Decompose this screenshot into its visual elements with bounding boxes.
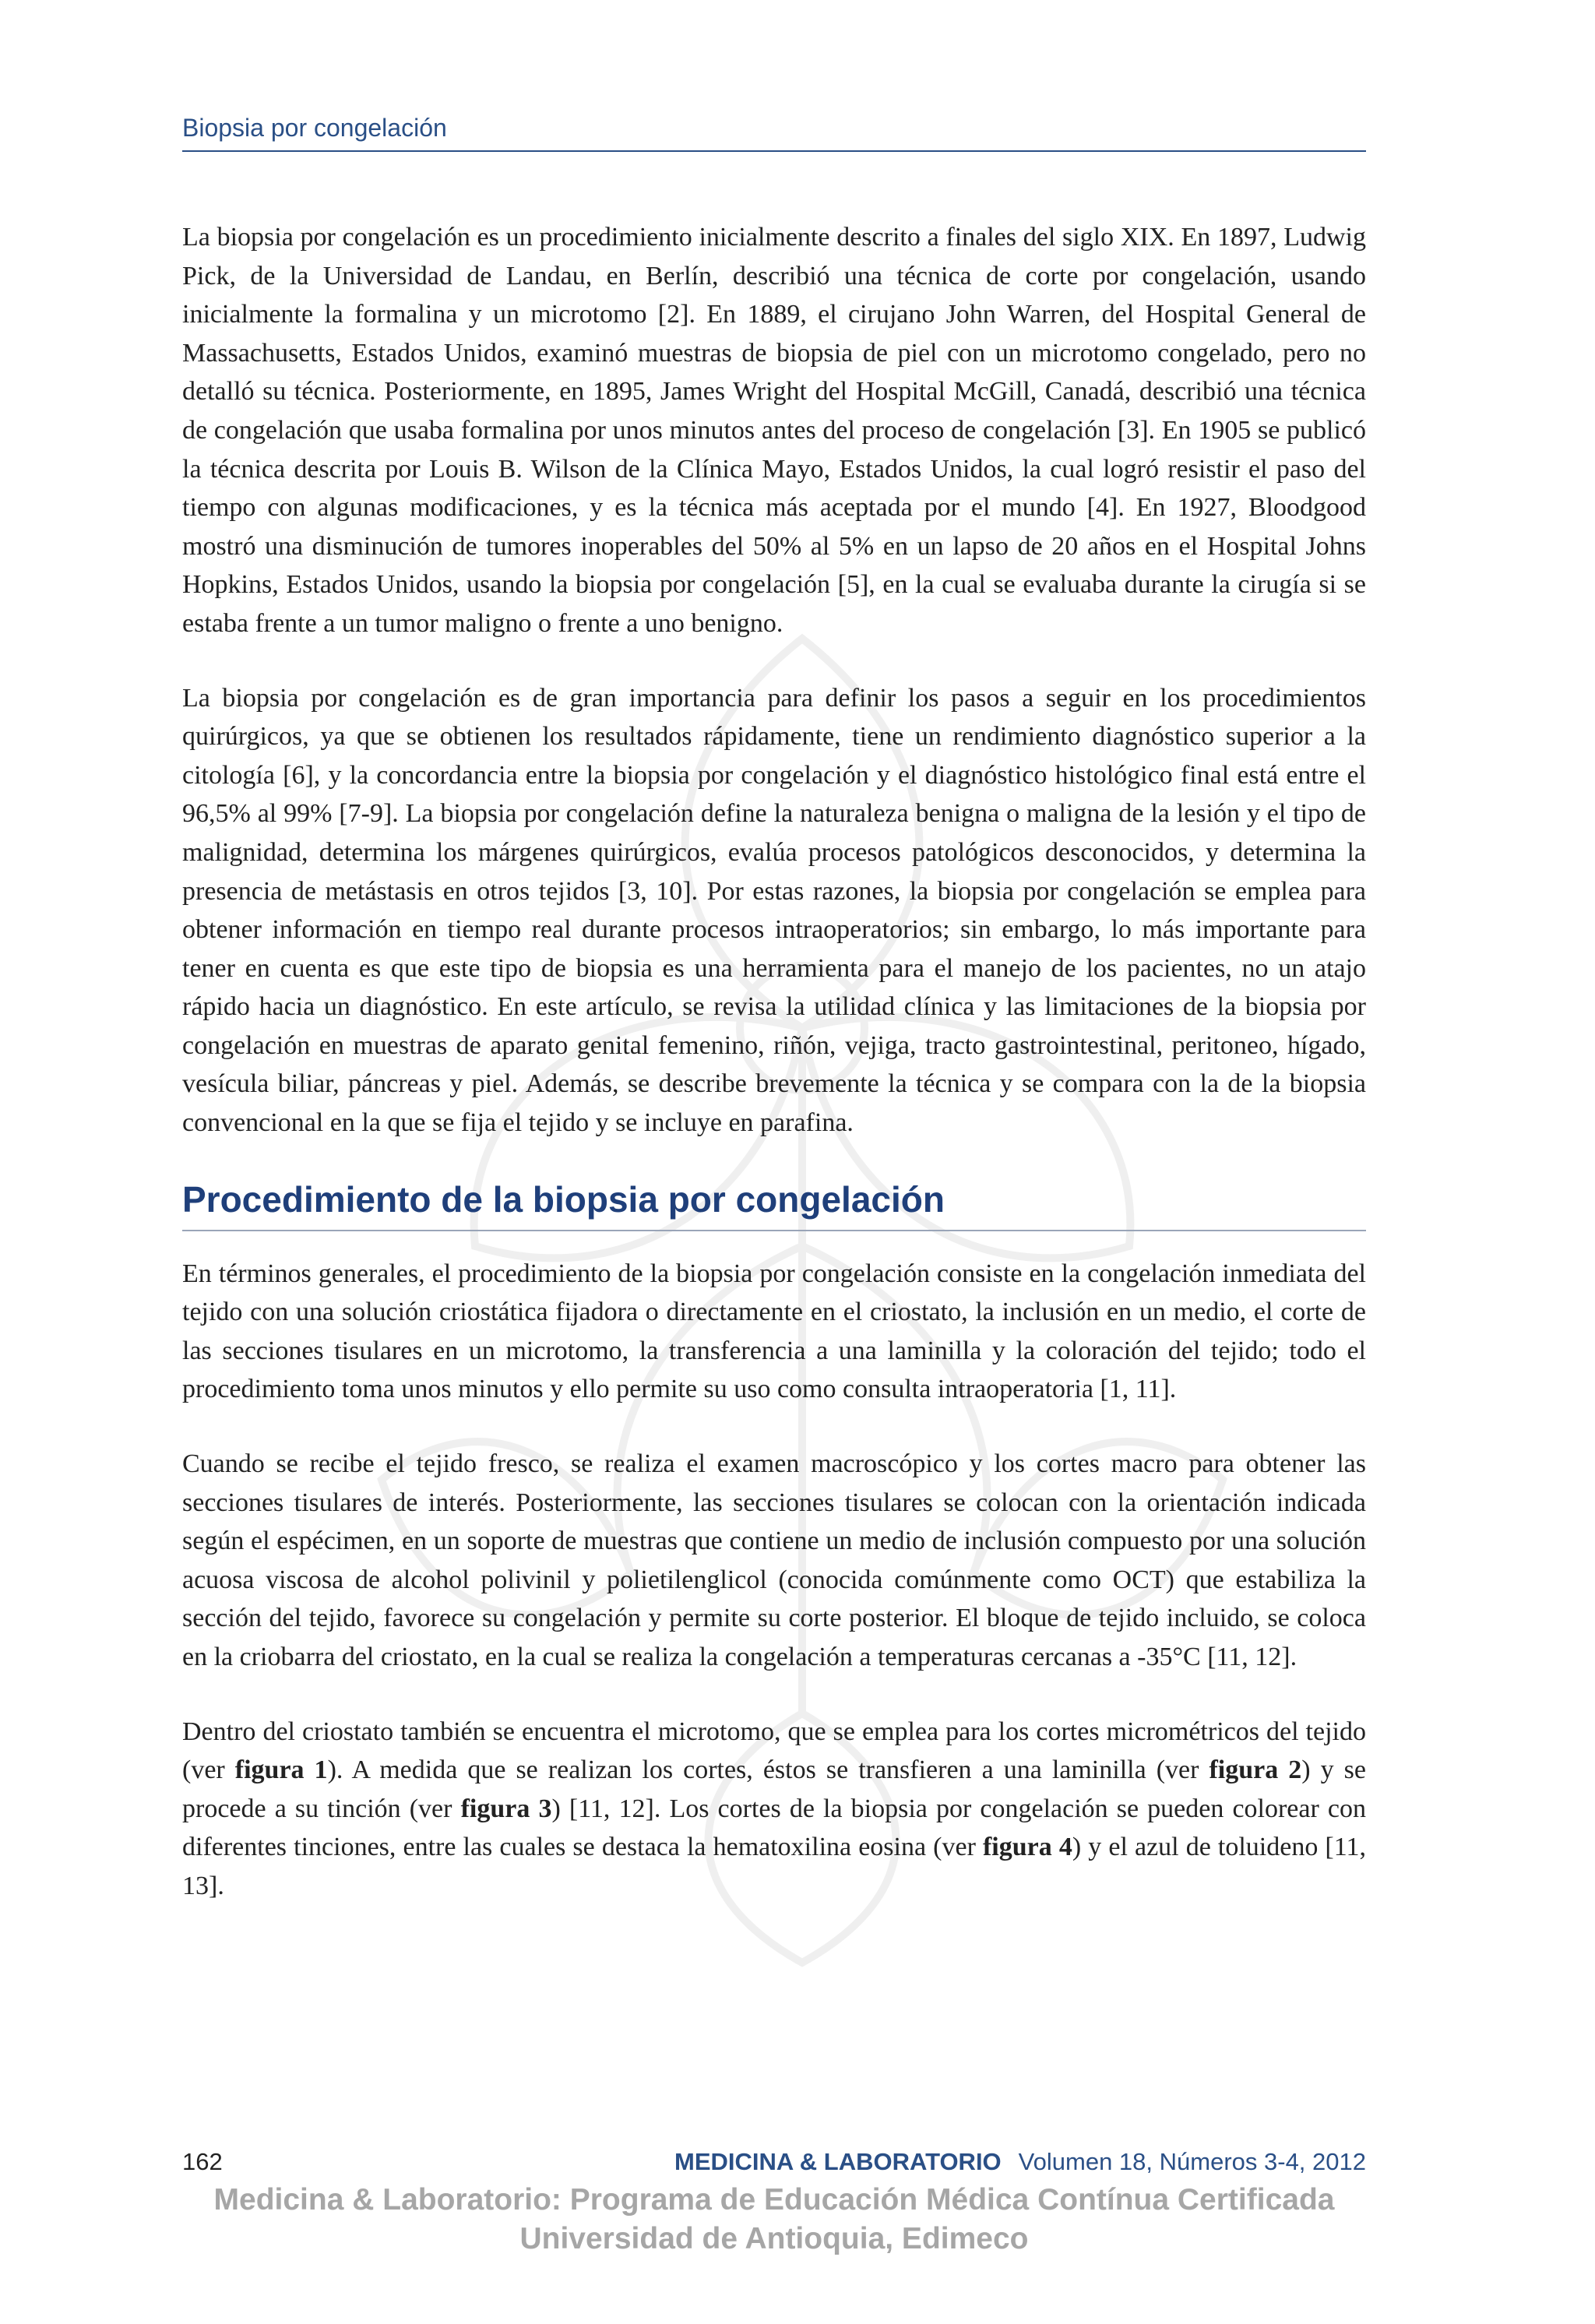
program-line-1: Medicina & Laboratorio: Programa de Educación Médica Contínua Certificada bbox=[213, 2183, 1335, 2217]
body-paragraph: En términos generales, el procedimiento de la biopsia por congelación consiste en la congelación inmediata del tejido con una solución criostática fijadora o directamente en el criostato, la inclusión en un medio, el corte de las secciones tisulares en un microtomo, la transferencia a una laminilla y la coloración del tejido; todo el procedimiento toma unos minutos y ello permite su uso como consulta intraoperatoria [1, 11]. bbox=[182, 1259, 1366, 1404]
program-line-2: Universidad de Antioquia, Edimeco bbox=[519, 2222, 1029, 2255]
page-number: 162 bbox=[182, 2148, 223, 2175]
journal-citation bbox=[674, 2148, 1366, 2176]
program-credit bbox=[182, 2181, 1366, 2259]
text-run: ) [11, 12]. Los cortes de la biopsia por congelación se pueden colorear con diferentes tinciones, entre las cuales se destaca la hematoxilina eosina (ver bbox=[182, 1794, 1366, 1862]
text-run: ) y el azul de toluideno [11, 13]. bbox=[182, 1833, 1366, 1900]
header-rule bbox=[182, 150, 1366, 152]
text-run: Dentro del criostato también se encuentra el microtomo, que se emplea para los cortes micrométricos del tejido (ver bbox=[182, 1717, 1366, 1785]
journal-volume: Volumen 18, Números 3-4, 2012 bbox=[1018, 2148, 1366, 2175]
figure-ref-2: figura 2 bbox=[1209, 1755, 1302, 1785]
body-paragraph bbox=[182, 1713, 1366, 1906]
figure-ref-3: figura 3 bbox=[460, 1794, 552, 1823]
running-header-title: Biopsia por congelación bbox=[182, 114, 447, 142]
body-paragraph: La biopsia por congelación es de gran importancia para definir los pasos a seguir en los procedimientos quirúrgicos, ya que se obtienen los resultados rápidamente, tiene un rendimiento diagnóstico superior a la citología [6], y la concordancia entre la biopsia por congelación y el diagnóstico histológico final está entre el 96,5% al 99% [7-9]. La biopsia por congelación define la naturaleza benigna o maligna de la lesión y el tipo de malignidad, determina los márgenes quirúrgicos, evalúa procesos patológicos desconocidos, y determina la presencia de metástasis en otros tejidos [3, 10]. Por estas razones, la biopsia por congelación se emplea para obtener información en tiempo real durante procesos intraoperatorios; sin embargo, lo más importante para tener en cuenta es que este tipo de biopsia es una herramienta para el manejo de los pacientes, no un atajo rápido hacia un diagnóstico. En este artículo, se revisa la utilidad clínica y las limitaciones de la biopsia por congelación en muestras de aparato genital femenino, riñón, vejiga, tracto gastrointestinal, peritoneo, hígado, vesícula biliar, páncreas y piel. Además, se describe brevemente la técnica y se compara con la de la biopsia convencional en la que se fija el tejido y se incluye en parafina. bbox=[182, 683, 1366, 1138]
journal-name: MEDICINA & LABORATORIO bbox=[674, 2148, 1002, 2175]
figure-ref-4: figura 4 bbox=[982, 1833, 1072, 1862]
page-footer bbox=[182, 2148, 1366, 2179]
body-paragraph: La biopsia por congelación es un procedimiento inicialmente descrito a finales del siglo XIX. En 1897, Ludwig Pick, de la Universidad de Landau, en Berlín, describió una técnica de corte por congelación, usando inicialmente la formalina y un microtomo [2]. En 1889, el cirujano John Warren, del Hospital General de Massachusetts, Estados Unidos, examinó muestras de biopsia de piel con un microtomo congelado, pero no detalló su técnica. Posteriormente, en 1895, James Wright del Hospital McGill, Canadá, describió una técnica de congelación que usaba formalina por unos minutos antes del proceso de congelación [3]. En 1905 se publicó la técnica descrita por Louis B. Wilson de la Clínica Mayo, Estados Unidos, la cual logró resistir el paso del tiempo con algunas modificaciones, y es la técnica más aceptada por el mundo [4]. En 1927, Bloodgood mostró una disminución de tumores inoperables del 50% al 5% en un lapso de 20 años en el Hospital Johns Hopkins, Estados Unidos, usando la biopsia por congelación [5], en la cual se evaluaba durante la cirugía si se estaba frente a un tumor maligno o frente a uno benigno. bbox=[182, 223, 1366, 638]
section-heading: Procedimiento de la biopsia por congelación bbox=[182, 1178, 1366, 1231]
figure-ref-1: figura 1 bbox=[234, 1755, 328, 1785]
body-paragraph: Cuando se recibe el tejido fresco, se realiza el examen macroscópico y los cortes macro para obtener las secciones tisulares de interés. Posteriormente, las secciones tisulares se colocan con la orientación indicada según el espécimen, en un soporte de muestras que contiene un medio de inclusión compuesto por una solución acuosa viscosa de alcohol polivinil y polietilenglicol (conocida comúnmente como OCT) que estabiliza la sección del tejido, favorece su congelación y permite su corte posterior. El bloque de tejido incluido, se coloca en la criobarra del criostato, en la cual se realiza la congelación a temperaturas cercanas a -35°C [11, 12]. bbox=[182, 1449, 1366, 1671]
text-run: ) y se procede a su tinción (ver bbox=[182, 1755, 1366, 1823]
article-body bbox=[182, 218, 1366, 1942]
text-run: ). A medida que se realizan los cortes, éstos se transfieren a una laminilla (ver bbox=[327, 1755, 1209, 1785]
